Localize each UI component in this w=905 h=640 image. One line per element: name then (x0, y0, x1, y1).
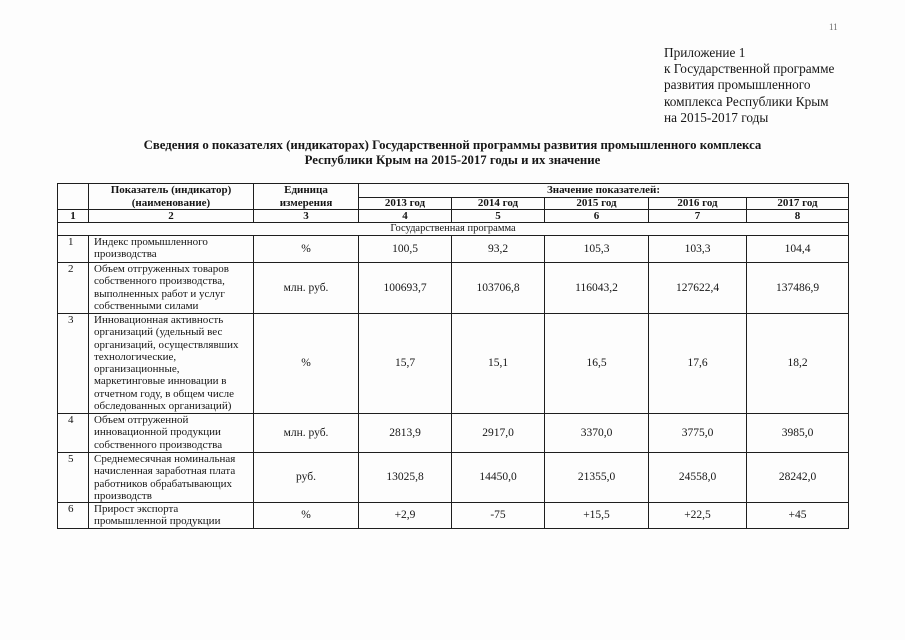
indicator-name-line: технологические, (94, 350, 177, 363)
value-2016: 17,6 (649, 314, 747, 414)
header-number-cell (58, 184, 89, 210)
indicator-name (89, 263, 254, 314)
indicators-table (57, 183, 849, 529)
value-2014: 14450,0 (452, 453, 545, 503)
value-2013: 100693,7 (359, 263, 452, 314)
header-unit-line: измерения (279, 196, 333, 209)
appendix-line: к Государственной программе (664, 61, 835, 77)
value-2017: 137486,9 (747, 263, 849, 314)
value-2016: 3775,0 (649, 414, 747, 453)
column-number: 7 (649, 210, 747, 223)
section-title: Государственная программа (58, 223, 849, 236)
value-2017: +45 (747, 503, 849, 529)
indicator-name (89, 453, 254, 503)
indicator-name-line: Прирост экспорта (94, 503, 179, 516)
value-2015: 3370,0 (545, 414, 649, 453)
value-2014: -75 (452, 503, 545, 529)
value-2015: 116043,2 (545, 263, 649, 314)
row-number: 6 (58, 503, 89, 529)
header-row (58, 184, 849, 198)
document-title (0, 138, 905, 168)
value-2017: 3985,0 (747, 414, 849, 453)
row-number: 2 (58, 263, 89, 314)
indicator-name-line: Среднемесячная номинальная (94, 453, 236, 465)
indicator-name-line: маркетинговые инновации в (94, 375, 227, 388)
table-row (58, 263, 849, 314)
header-unit-line: Единица (284, 184, 328, 197)
appendix-note (664, 45, 834, 126)
row-number: 4 (58, 414, 89, 453)
value-2015: 21355,0 (545, 453, 649, 503)
indicator-name-line: выполненных работ и услуг (94, 287, 225, 300)
row-number: 3 (58, 314, 89, 414)
unit-cell: млн. руб. (254, 263, 359, 314)
value-2014: 2917,0 (452, 414, 545, 453)
indicator-name-line: обследованных организаций) (94, 400, 232, 413)
appendix-line: комплекса Республики Крым (664, 93, 829, 109)
header-indicator-line: (наименование) (131, 196, 211, 209)
column-number: 8 (747, 210, 849, 223)
header-values-group: Значение показателей: (359, 184, 849, 198)
value-2017: 104,4 (747, 236, 849, 263)
indicator-name-line: инновационной продукции (94, 426, 221, 439)
value-2016: 24558,0 (649, 453, 747, 503)
page-number: 11 (829, 22, 838, 32)
column-numbers-row (58, 210, 849, 223)
indicator-name-line: производств (94, 489, 152, 502)
value-2015: +15,5 (545, 503, 649, 529)
header-year-2015: 2015 год (545, 198, 649, 210)
header-indicator-line: Показатель (индикатор) (110, 184, 232, 197)
header-year-2016: 2016 год (649, 198, 747, 210)
value-2017: 18,2 (747, 314, 849, 414)
unit-cell: % (254, 314, 359, 414)
indicator-name-line: организаций, осуществлявших (94, 338, 239, 351)
value-2015: 16,5 (545, 314, 649, 414)
indicator-name (89, 503, 254, 529)
table-row (58, 453, 849, 503)
value-2013: 15,7 (359, 314, 452, 414)
column-number: 1 (58, 210, 89, 223)
indicator-name-line: Объем отгруженных товаров (94, 263, 229, 275)
column-number: 6 (545, 210, 649, 223)
value-2015: 105,3 (545, 236, 649, 263)
title-line: Сведения о показателях (индикаторах) Государственной программы развития промышленного комплекса (143, 138, 762, 152)
indicator-name-line: организаций (удельный вес (94, 326, 223, 339)
appendix-line: на 2015-2017 годы (664, 109, 769, 125)
value-2014: 93,2 (452, 236, 545, 263)
unit-cell: % (254, 236, 359, 263)
row-number: 1 (58, 236, 89, 263)
header-unit (254, 184, 359, 210)
header-year-2014: 2014 год (452, 198, 545, 210)
unit-cell: % (254, 503, 359, 529)
value-2013: 13025,8 (359, 453, 452, 503)
header-year-2013: 2013 год (359, 198, 452, 210)
header-year-2017: 2017 год (747, 198, 849, 210)
unit-cell: млн. руб. (254, 414, 359, 453)
value-2014: 103706,8 (452, 263, 545, 314)
value-2013: 100,5 (359, 236, 452, 263)
table-row (58, 314, 849, 414)
value-2016: 127622,4 (649, 263, 747, 314)
indicator-name-line: собственного производства (94, 438, 223, 451)
table-row (58, 503, 849, 529)
indicator-name (89, 236, 254, 263)
column-number: 4 (359, 210, 452, 223)
table-row (58, 414, 849, 453)
indicator-name-line: Инновационная активность (94, 314, 224, 326)
column-number: 5 (452, 210, 545, 223)
appendix-line: Приложение 1 (664, 45, 746, 60)
indicator-name-line: промышленной продукции (94, 515, 221, 528)
indicator-name (89, 314, 254, 414)
table-row (58, 236, 849, 263)
title-line: Республики Крым на 2015-2017 годы и их значение (304, 153, 601, 167)
value-2016: 103,3 (649, 236, 747, 263)
value-2016: +22,5 (649, 503, 747, 529)
unit-cell: руб. (254, 453, 359, 503)
indicator-name-line: отчетном году, в общем числе (94, 387, 234, 400)
indicator-name-line: начисленная заработная плата (94, 465, 236, 478)
value-2017: 28242,0 (747, 453, 849, 503)
indicator-name (89, 414, 254, 453)
indicator-name-line: Индекс промышленного (94, 236, 208, 248)
indicator-name-line: собственными силами (94, 299, 199, 312)
indicator-name-line: работников обрабатывающих (94, 477, 233, 490)
column-number: 2 (89, 210, 254, 223)
section-row (58, 223, 849, 236)
column-number: 3 (254, 210, 359, 223)
row-number: 5 (58, 453, 89, 503)
value-2013: +2,9 (359, 503, 452, 529)
indicator-name-line: Объем отгруженной (94, 414, 189, 426)
header-indicator (89, 184, 254, 210)
indicator-name-line: собственного производства, (94, 275, 225, 288)
value-2014: 15,1 (452, 314, 545, 414)
indicator-name-line: организационные, (94, 363, 180, 376)
indicator-name-line: производства (94, 248, 157, 261)
value-2013: 2813,9 (359, 414, 452, 453)
appendix-line: развития промышленного (664, 77, 811, 93)
